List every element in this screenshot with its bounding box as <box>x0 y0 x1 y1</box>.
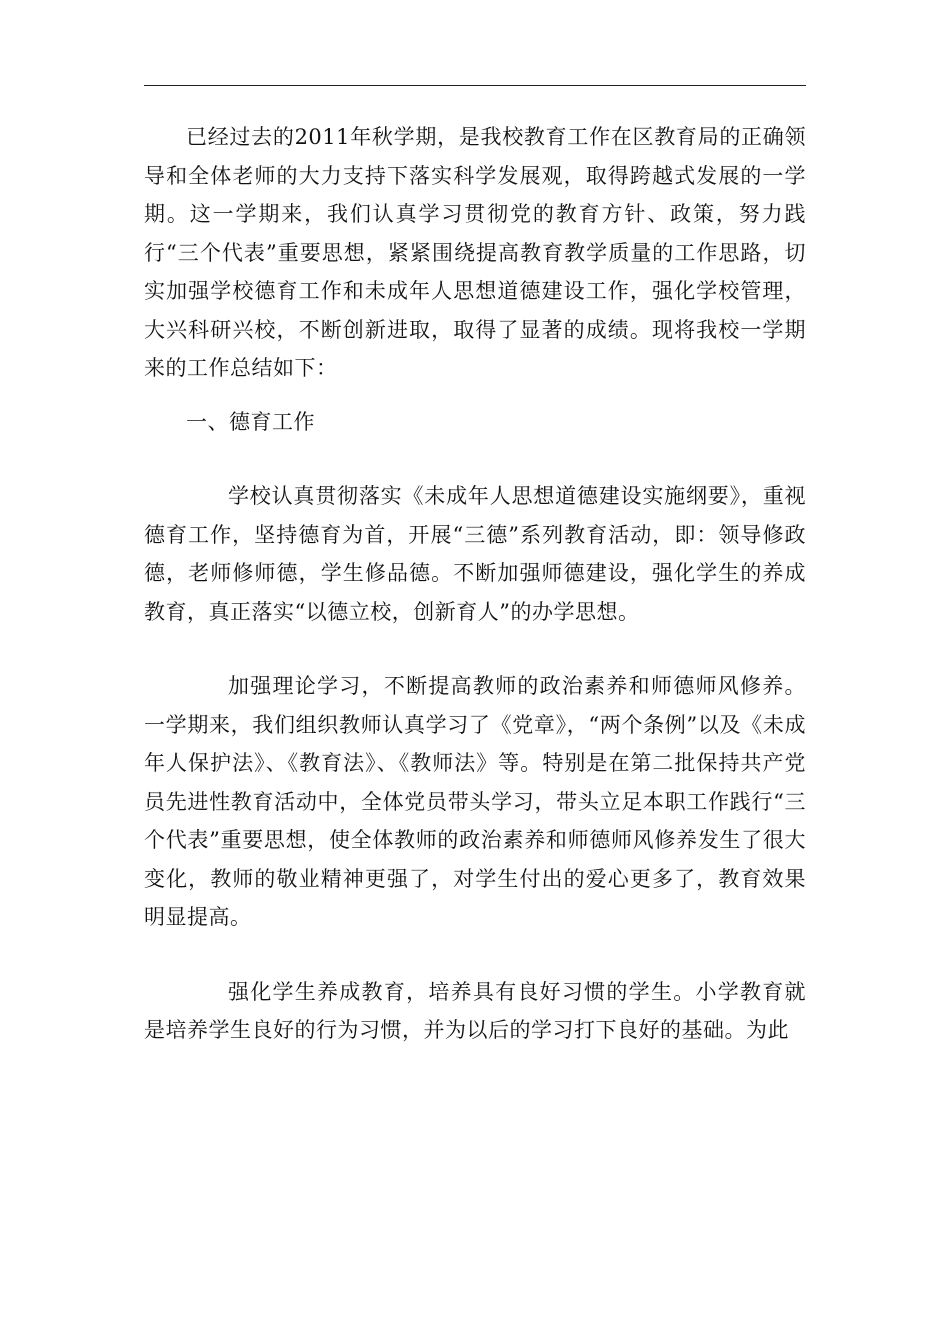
document-body <box>144 118 806 1050</box>
moral-education-paragraph: 学校认真贯彻落实《未成年人思想道德建设实施纲要》，重视德育工作，坚持德育为首，开展“三德”系列教育活动，即：领导修政德，老师修师德，学生修品德。不断加强师德建设，强化学生的养成教育，真正落实“以德立校，创新育人”的办学思想。 <box>144 484 806 624</box>
theory-study-paragraph: 加强理论学习，不断提高教师的政治素养和师德师风修养。一学期来，我们组织教师认真学习了《党章》，“两个条例”以及《未成年人保护法》、《教育法》、《教师法》等。特别是在第二批保持共产党员先进性教育活动中，全体党员带头学习，带头立足本职工作践行“三个代表”重要思想，使全体教师的政治素养和师德师风修养发生了很大变化，教师的敬业精神更强了，对学生付出的爱心更多了，教育效果明显提高。 <box>144 674 806 929</box>
intro-paragraph: 已经过去的2011年秋学期，是我校教育工作在区教育局的正确领导和全体老师的大力支持下落实科学发展观，取得跨越式发展的一学期。这一学期来，我们认真学习贯彻党的教育方针、政策，努力践行“三个代表”重要思想，紧紧围绕提高教育教学质量的工作思路，切实加强学校德育工作和未成年人思想道德建设工作，强化学校管理，大兴科研兴校，不断创新进取，取得了显著的成绩。现将我校一学期来的工作总结如下： <box>144 125 806 380</box>
header-rule <box>144 85 806 86</box>
habit-education-paragraph: 强化学生养成教育，培养具有良好习惯的学生。小学教育就是培养学生良好的行为习惯，并为以后的学习打下良好的基础。为此 <box>144 979 806 1042</box>
section-heading-moral-education: 一、德育工作 <box>186 409 315 434</box>
